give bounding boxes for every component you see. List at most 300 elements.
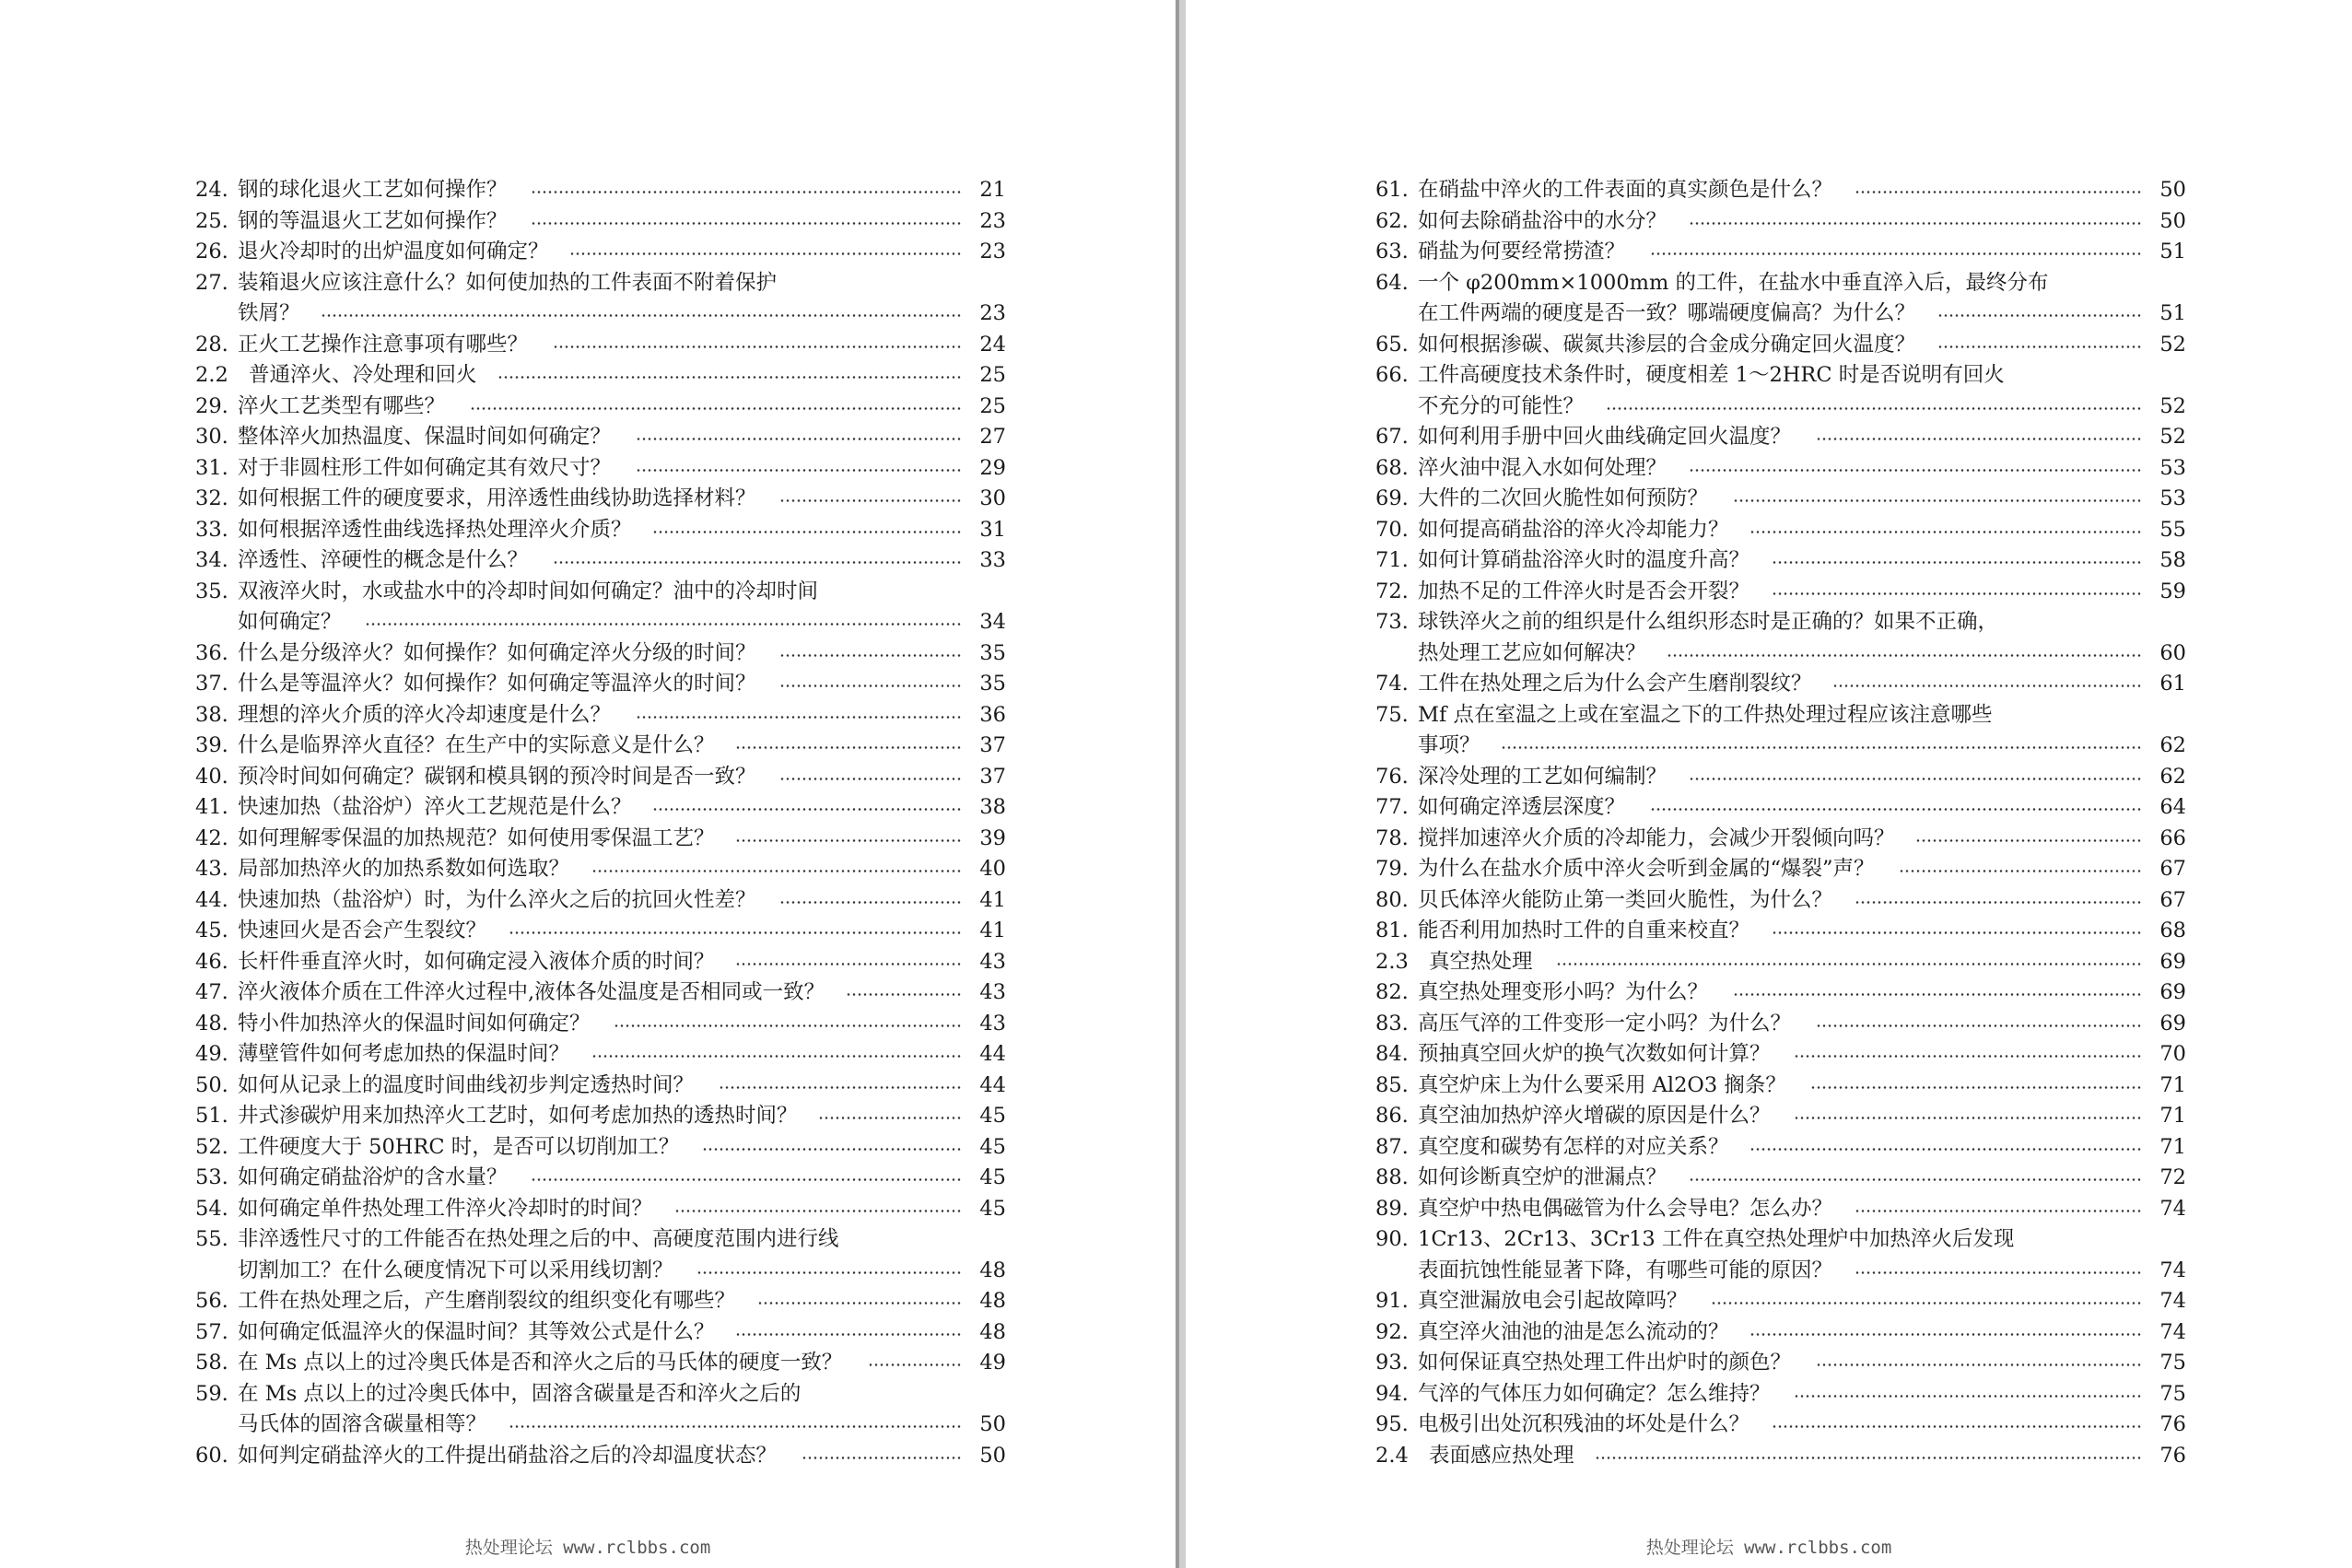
toc-section[interactable]	[1375, 1441, 2186, 1472]
toc-entry[interactable]	[1375, 977, 2186, 1009]
page-number: 48	[979, 1289, 1006, 1313]
toc-entry[interactable]	[195, 1194, 1006, 1225]
entry-number: 41.	[195, 795, 228, 819]
entry-title: 在 Ms 点以上的过冷奥氏体中，固溶含碳量是否和淬火之后的	[238, 1381, 802, 1406]
leader-dots	[702, 1132, 962, 1164]
entry-number: 56.	[195, 1289, 228, 1313]
entry-title: 加热不足的工件淬火时是否会开裂？	[1418, 579, 1750, 603]
toc-entry[interactable]	[1375, 700, 2186, 762]
entry-title: 如何理解零保温的加热规范？如何使用零保温工艺？	[238, 825, 715, 850]
entry-number: 66.	[1375, 363, 1409, 387]
entry-number: 49.	[195, 1042, 228, 1066]
entry-title: 马氏体的固溶含碳量相等？	[238, 1412, 487, 1436]
page-number: 51	[2159, 240, 2186, 263]
toc-entry[interactable]	[195, 1132, 1006, 1164]
toc-entry[interactable]	[195, 422, 1006, 453]
toc-entry[interactable]	[1375, 1410, 2186, 1441]
leader-dots	[497, 360, 962, 392]
page-number: 53	[2159, 455, 2186, 480]
toc-entry[interactable]	[195, 1071, 1006, 1102]
entry-number: 46.	[195, 949, 228, 974]
page-number: 43	[979, 1011, 1006, 1036]
entry-title: 快速加热（盐浴炉）时，为什么淬火之后的抗回火性差？	[238, 887, 756, 912]
toc-entry[interactable]	[1375, 1009, 2186, 1040]
entry-title: 表面感应热处理	[1429, 1443, 1574, 1468]
leader-dots	[1606, 392, 2142, 423]
entry-title: 如何判定硝盐淬火的工件提出硝盐浴之后的冷却温度状态？	[238, 1443, 778, 1468]
page-number: 35	[979, 640, 1006, 665]
entry-number: 25.	[195, 208, 228, 233]
page-number: 48	[979, 1319, 1006, 1344]
entry-number: 32.	[195, 486, 228, 510]
leader-dots	[802, 1441, 962, 1472]
leader-dots	[1794, 1101, 2142, 1132]
entry-number: 95.	[1375, 1412, 1409, 1436]
page-number: 59	[2159, 579, 2186, 603]
page-number: 44	[979, 1042, 1006, 1066]
entry-number: 2.4	[1375, 1443, 1409, 1468]
page-number: 76	[2159, 1443, 2186, 1468]
page-number: 55	[2159, 517, 2186, 542]
page-number: 62	[2159, 733, 2186, 757]
entry-number: 83.	[1375, 1011, 1409, 1036]
entry-title: 一个 φ200mm×1000mm 的工件，在盐水中垂直淬入后，最终分布	[1418, 270, 2049, 295]
entry-title: 不充分的可能性？	[1418, 393, 1585, 418]
entry-title: Mf 点在室温之上或在室温之下的工件热处理过程应该注意哪些	[1418, 702, 1993, 727]
toc-section[interactable]	[1375, 947, 2186, 978]
toc-entry[interactable]	[1375, 545, 2186, 577]
toc-entry[interactable]	[195, 237, 1006, 268]
entry-title: 球铁淬火之前的组织是什么组织形态时是正确的？如果不正确，	[1418, 610, 1999, 634]
entry-title: 预冷时间如何确定？碳钢和模具钢的预冷时间是否一致？	[238, 764, 756, 789]
page-number: 61	[2159, 672, 2186, 696]
leader-dots	[846, 977, 962, 1009]
entry-number: 58.	[195, 1351, 228, 1375]
entry-title: 切割加工？在什么硬度情况下可以采用线切割？	[238, 1258, 673, 1282]
entry-title: 高压气淬的工件变形一定小吗？为什么？	[1418, 1011, 1792, 1036]
leader-dots	[531, 1163, 962, 1194]
page-number: 74	[2159, 1258, 2186, 1282]
entry-number: 45.	[195, 919, 228, 942]
toc-entry[interactable]	[195, 206, 1006, 238]
page-number: 45	[979, 1196, 1006, 1221]
toc-entry[interactable]	[195, 885, 1006, 917]
page-number: 43	[979, 980, 1006, 1004]
entry-title: 如何保证真空热处理工件出炉时的颜色？	[1418, 1351, 1792, 1375]
toc-entry[interactable]	[195, 669, 1006, 700]
page-number: 27	[979, 425, 1006, 449]
toc-entry[interactable]	[1375, 1286, 2186, 1317]
entry-number: 90.	[1375, 1227, 1409, 1251]
entry-title: 整体淬火加热温度、保温时间如何确定？	[238, 425, 612, 449]
toc-entry[interactable]	[1375, 453, 2186, 485]
toc-entry[interactable]	[1375, 669, 2186, 700]
entry-title: 退火冷却时的出炉温度如何确定？	[238, 240, 549, 263]
toc-entry[interactable]	[1375, 206, 2186, 238]
toc-entry[interactable]	[1375, 762, 2186, 793]
entry-title: 在工件两端的硬度是否一致？哪端硬度偏高？为什么？	[1418, 301, 1916, 325]
leader-dots	[591, 1039, 962, 1071]
entry-number: 84.	[1375, 1042, 1409, 1066]
toc-entry[interactable]	[195, 792, 1006, 824]
page-number: 62	[2159, 764, 2186, 789]
entry-title: 事项？	[1418, 733, 1480, 757]
toc-entry[interactable]	[195, 1101, 1006, 1132]
leader-dots	[1749, 1317, 2142, 1349]
entry-title: 正火工艺操作注意事项有哪些？	[238, 332, 529, 357]
entry-title: 真空油加热炉淬火增碳的原因是什么？	[1418, 1104, 1771, 1128]
page-number: 53	[2159, 486, 2186, 510]
entry-title: 真空淬火油池的油是怎么流动的？	[1418, 1319, 1729, 1344]
entry-title: 薄壁管件如何考虑加热的保温时间？	[238, 1042, 570, 1066]
entry-number: 50.	[195, 1072, 228, 1097]
page-number: 71	[2159, 1134, 2186, 1159]
toc-entry[interactable]	[195, 1009, 1006, 1040]
toc-entry[interactable]	[1375, 854, 2186, 885]
toc-entry[interactable]	[1375, 885, 2186, 917]
toc-entry[interactable]	[195, 1317, 1006, 1349]
page-number: 34	[979, 610, 1006, 634]
page-number: 52	[2159, 393, 2186, 418]
entry-number: 62.	[1375, 208, 1409, 233]
leader-dots	[569, 237, 962, 268]
page-number: 52	[2159, 425, 2186, 449]
toc-entry[interactable]	[1375, 237, 2186, 268]
page-number: 23	[979, 208, 1006, 233]
entry-title: 为什么在盐水介质中淬火会听到金属的“爆裂”声？	[1418, 857, 1875, 881]
toc-entry[interactable]	[195, 731, 1006, 762]
entry-number: 82.	[1375, 980, 1409, 1004]
entry-number: 67.	[1375, 425, 1409, 449]
entry-number: 65.	[1375, 332, 1409, 357]
entry-title: 什么是等温淬火？如何操作？如何确定等温淬火的时间？	[238, 672, 756, 696]
page-number: 44	[979, 1072, 1006, 1097]
toc-entry[interactable]	[195, 1348, 1006, 1379]
toc-entry[interactable]	[195, 1379, 1006, 1441]
leader-dots	[1855, 175, 2142, 206]
entry-title: 如何去除硝盐浴中的水分？	[1418, 208, 1667, 233]
leader-dots	[1772, 1410, 2142, 1441]
toc-entry[interactable]	[195, 854, 1006, 885]
toc-entry[interactable]	[1375, 1163, 2186, 1194]
entry-number: 91.	[1375, 1289, 1409, 1313]
leader-dots	[636, 453, 962, 485]
page-number: 41	[979, 919, 1006, 942]
entry-number: 44.	[195, 887, 228, 912]
page-number: 50	[2159, 208, 2186, 233]
toc-entry[interactable]	[1375, 1101, 2186, 1132]
toc-entry[interactable]	[195, 515, 1006, 546]
entry-title: 在 Ms 点以上的过冷奥氏体是否和淬火之后的马氏体的硬度一致？	[238, 1351, 843, 1375]
page-number: 58	[2159, 548, 2186, 572]
toc-entry[interactable]	[195, 1224, 1006, 1286]
entry-number: 24.	[195, 178, 228, 202]
leader-dots	[1749, 515, 2142, 546]
toc-entry[interactable]	[195, 1441, 1006, 1472]
entry-title: 真空热处理	[1429, 949, 1533, 974]
page-number: 69	[2159, 1011, 2186, 1036]
page-number: 74	[2159, 1319, 2186, 1344]
toc-entry[interactable]	[1375, 1348, 2186, 1379]
entry-number: 74.	[1375, 672, 1409, 696]
toc-entry[interactable]	[195, 1286, 1006, 1317]
page-number: 50	[979, 1443, 1006, 1468]
leader-dots	[1915, 824, 2142, 855]
toc-entry[interactable]	[1375, 1132, 2186, 1164]
toc-entry[interactable]	[195, 453, 1006, 485]
entry-number: 64.	[1375, 270, 1409, 295]
leader-dots	[779, 669, 962, 700]
entry-number: 59.	[195, 1381, 228, 1406]
leader-dots	[321, 298, 962, 330]
entry-title: 真空泄漏放电会引起故障吗？	[1418, 1289, 1688, 1313]
page-number: 70	[2159, 1042, 2186, 1066]
entry-title: 大件的二次回火脆性如何预防？	[1418, 486, 1709, 510]
page-number: 45	[979, 1104, 1006, 1128]
entry-title: 如何诊断真空炉的泄漏点？	[1418, 1165, 1667, 1189]
leader-dots	[1855, 885, 2142, 917]
entry-number: 80.	[1375, 887, 1409, 912]
toc-entry[interactable]	[195, 392, 1006, 423]
toc-entry[interactable]	[1375, 422, 2186, 453]
entry-number: 2.2	[195, 363, 228, 387]
leader-dots	[779, 762, 962, 793]
toc-entry[interactable]	[1375, 1039, 2186, 1071]
leader-dots	[735, 731, 962, 762]
entry-number: 35.	[195, 579, 228, 603]
entry-number: 88.	[1375, 1165, 1409, 1189]
leader-dots	[1816, 1348, 2142, 1379]
toc-entry[interactable]	[1375, 1224, 2186, 1286]
leader-dots	[1937, 330, 2142, 361]
leader-dots	[1749, 1132, 2142, 1164]
entry-title: 淬火工艺类型有哪些？	[238, 393, 446, 418]
page-number: 49	[979, 1351, 1006, 1375]
toc-entry[interactable]	[195, 762, 1006, 793]
leader-dots	[674, 1194, 962, 1225]
entry-number: 28.	[195, 332, 228, 357]
toc-entry[interactable]	[195, 1039, 1006, 1071]
toc-entry[interactable]	[1375, 330, 2186, 361]
page-number: 23	[979, 240, 1006, 263]
page-number: 75	[2159, 1381, 2186, 1406]
entry-number: 93.	[1375, 1351, 1409, 1375]
entry-number: 60.	[195, 1443, 228, 1468]
entry-title: 装箱退火应该注意什么？如何使加热的工件表面不附着保护	[238, 270, 778, 295]
entry-title: 在硝盐中淬火的工件表面的真实颜色是什么？	[1418, 178, 1833, 202]
toc-entry[interactable]	[195, 977, 1006, 1009]
page-number: 66	[2159, 825, 2186, 850]
entry-title: 工件高硬度技术条件时，硬度相差 1～2HRC 时是否说明有回火	[1418, 363, 2005, 387]
toc-entry[interactable]	[195, 268, 1006, 330]
entry-title: 如何确定？	[238, 610, 342, 634]
leader-dots	[757, 1286, 962, 1317]
toc-entry[interactable]	[1375, 1379, 2186, 1410]
entry-number: 81.	[1375, 919, 1409, 942]
leader-dots	[1772, 916, 2142, 947]
entry-title: 真空热处理变形小吗？为什么？	[1418, 980, 1709, 1004]
page-number: 30	[979, 486, 1006, 510]
toc-entry[interactable]	[1375, 484, 2186, 515]
right-page	[1186, 0, 2352, 1568]
leader-dots	[818, 1101, 962, 1132]
entry-title: 预抽真空回火炉的换气次数如何计算？	[1418, 1042, 1771, 1066]
leader-dots	[1855, 1194, 2142, 1225]
leader-dots	[735, 947, 962, 978]
leader-dots	[1711, 1286, 2142, 1317]
entry-title: 特小件加热淬火的保温时间如何确定？	[238, 1011, 591, 1036]
page-footer: 热处理论坛 www.rclbbs.com	[464, 1538, 711, 1558]
toc-entry[interactable]	[1375, 607, 2186, 669]
entry-number: 40.	[195, 764, 228, 789]
page-number: 64	[2159, 795, 2186, 819]
page-number: 60	[2159, 640, 2186, 665]
toc-entry[interactable]	[1375, 175, 2186, 206]
entry-title: 贝氏体淬火能防止第一类回火脆性，为什么？	[1418, 887, 1833, 912]
page-number: 21	[979, 178, 1006, 202]
entry-title: 长杆件垂直淬火时，如何确定浸入液体介质的时间？	[238, 949, 715, 974]
toc-entry[interactable]	[195, 577, 1006, 638]
toc-entry[interactable]	[195, 824, 1006, 855]
page-number: 45	[979, 1165, 1006, 1189]
entry-number: 72.	[1375, 579, 1409, 603]
entry-number: 2.3	[1375, 949, 1409, 974]
entry-title: 如何确定低温淬火的保温时间？其等效公式是什么？	[238, 1319, 715, 1344]
entry-number: 86.	[1375, 1104, 1409, 1128]
entry-number: 34.	[195, 548, 228, 572]
page-number: 37	[979, 764, 1006, 789]
leader-dots	[636, 422, 962, 453]
entry-title: 工件在热处理之后，产生磨削裂纹的组织变化有哪些？	[238, 1289, 736, 1313]
leader-dots	[1816, 422, 2142, 453]
page-number: 75	[2159, 1351, 2186, 1375]
page-number: 24	[979, 332, 1006, 357]
toc-entry[interactable]	[195, 1163, 1006, 1194]
toc-entry[interactable]	[195, 638, 1006, 670]
entry-title: 工件硬度大于 50HRC 时，是否可以切削加工？	[238, 1134, 680, 1159]
toc-entry[interactable]	[1375, 1317, 2186, 1349]
entry-title: 深冷处理的工艺如何编制？	[1418, 764, 1667, 789]
leader-dots	[553, 545, 962, 577]
entry-title: 对于非圆柱形工件如何确定其有效尺寸？	[238, 455, 612, 480]
entry-title: 热处理工艺应如何解决？	[1418, 640, 1646, 665]
entry-title: 如何确定硝盐浴炉的含水量？	[238, 1165, 508, 1189]
toc-entry[interactable]	[195, 700, 1006, 731]
entry-number: 61.	[1375, 178, 1409, 202]
toc-entry[interactable]	[1375, 268, 2186, 330]
leader-dots	[1772, 545, 2142, 577]
entry-number: 39.	[195, 733, 228, 757]
entry-number: 73.	[1375, 610, 1409, 634]
entry-number: 47.	[195, 980, 228, 1004]
leader-dots	[591, 854, 962, 885]
toc-entry[interactable]	[1375, 360, 2186, 422]
entry-title: 淬火液体介质在工件淬火过程中,液体各处温度是否相同或一致？	[238, 980, 825, 1004]
entry-number: 92.	[1375, 1319, 1409, 1344]
leader-dots	[868, 1348, 962, 1379]
entry-title: 真空炉中热电偶磁管为什么会导电？怎么办？	[1418, 1196, 1833, 1221]
leader-dots	[365, 607, 962, 638]
page-number: 69	[2159, 949, 2186, 974]
entry-number: 30.	[195, 425, 228, 449]
page-number: 74	[2159, 1196, 2186, 1221]
page-number: 29	[979, 455, 1006, 480]
toc-entry[interactable]	[195, 947, 1006, 978]
entry-title: 如何根据工件的硬度要求，用淬透性曲线协助选择材料？	[238, 486, 756, 510]
leader-dots	[1556, 947, 2142, 978]
leader-dots	[531, 206, 962, 238]
leader-dots	[1899, 854, 2142, 885]
toc-entry[interactable]	[1375, 824, 2186, 855]
leader-dots	[1689, 206, 2142, 238]
entry-number: 42.	[195, 825, 228, 850]
page-number: 51	[2159, 301, 2186, 325]
leader-dots	[719, 1071, 962, 1102]
leader-dots	[1650, 237, 2142, 268]
toc-entry[interactable]	[195, 484, 1006, 515]
leader-dots	[779, 885, 962, 917]
leader-dots	[696, 1256, 962, 1287]
leader-dots	[1733, 977, 2142, 1009]
entry-title: 理想的淬火介质的淬火冷却速度是什么？	[238, 702, 612, 727]
toc-entry[interactable]	[195, 175, 1006, 206]
page-number: 74	[2159, 1289, 2186, 1313]
toc-entry[interactable]	[195, 330, 1006, 361]
toc-entry[interactable]	[1375, 515, 2186, 546]
entry-title: 如何确定淬透层深度？	[1418, 795, 1626, 819]
entry-number: 43.	[195, 857, 228, 881]
entry-number: 71.	[1375, 548, 1409, 572]
toc-entry[interactable]	[1375, 792, 2186, 824]
toc-entry[interactable]	[1375, 916, 2186, 947]
page-number: 39	[979, 825, 1006, 850]
entry-number: 31.	[195, 455, 228, 480]
toc-entry[interactable]	[1375, 1194, 2186, 1225]
entry-title: 真空度和碳势有怎样的对应关系？	[1418, 1134, 1729, 1159]
leader-dots	[531, 175, 962, 206]
entry-title: 什么是分级淬火？如何操作？如何确定淬火分级的时间？	[238, 640, 756, 665]
leader-dots	[1733, 484, 2142, 515]
toc-entry[interactable]	[1375, 1071, 2186, 1102]
entry-title: 局部加热淬火的加热系数如何选取？	[238, 857, 570, 881]
toc-entry[interactable]	[195, 545, 1006, 577]
page-number: 43	[979, 949, 1006, 974]
entry-title: 快速加热（盐浴炉）淬火工艺规范是什么？	[238, 795, 632, 819]
toc-entry[interactable]	[195, 916, 1006, 947]
entry-title: 淬火油中混入水如何处理？	[1418, 455, 1667, 480]
entry-title: 如何确定单件热处理工件淬火冷却时的时间？	[238, 1196, 653, 1221]
leader-dots	[1667, 638, 2142, 670]
entry-number: 36.	[195, 640, 228, 665]
leader-dots	[636, 700, 962, 731]
page-number: 48	[979, 1258, 1006, 1282]
entry-title: 气淬的气体压力如何确定？怎么维持？	[1418, 1381, 1771, 1406]
leader-dots	[652, 515, 962, 546]
leader-dots	[1810, 1071, 2142, 1102]
leader-dots	[1937, 298, 2142, 330]
entry-title: 如何提高硝盐浴的淬火冷却能力？	[1418, 517, 1729, 542]
entry-title: 如何利用手册中回火曲线确定回火温度？	[1418, 425, 1792, 449]
leader-dots	[1689, 453, 2142, 485]
toc-section[interactable]	[195, 360, 1006, 392]
entry-title: 什么是临界淬火直径？在生产中的实际意义是什么？	[238, 733, 715, 757]
toc-entry[interactable]	[1375, 577, 2186, 608]
entry-number: 55.	[195, 1227, 228, 1251]
entry-number: 70.	[1375, 517, 1409, 542]
leader-dots	[735, 1317, 962, 1349]
leader-dots	[1855, 1256, 2142, 1287]
entry-number: 78.	[1375, 825, 1409, 850]
